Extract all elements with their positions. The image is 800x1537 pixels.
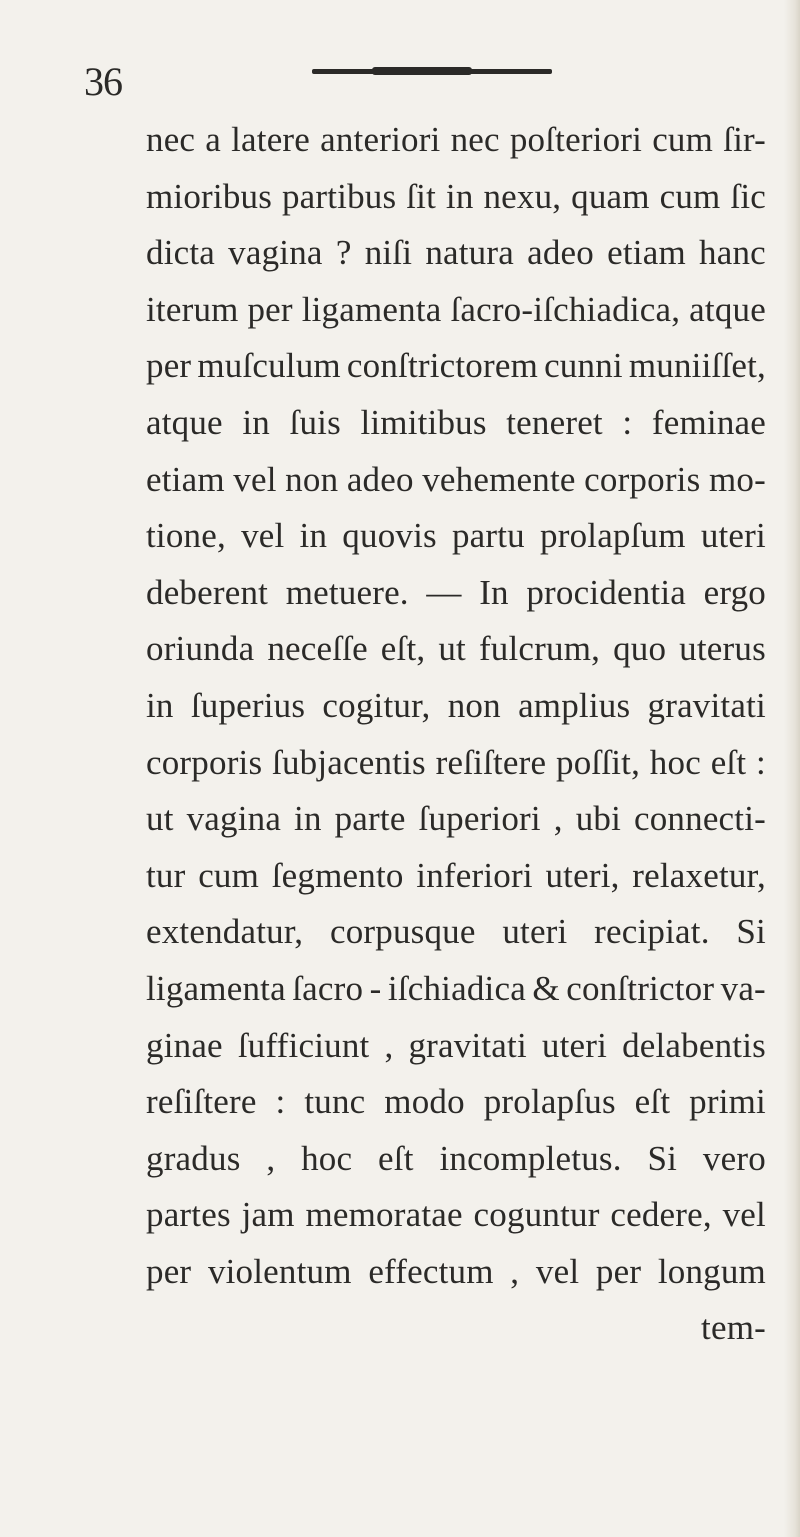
word: violentum <box>207 1251 352 1291</box>
text-line <box>146 1131 766 1188</box>
word: gradus <box>146 1138 241 1178</box>
text-line <box>146 1074 766 1131</box>
word: uteri, <box>545 855 620 895</box>
word: vel <box>233 459 277 499</box>
text-line <box>146 621 766 678</box>
word: ubi <box>575 799 622 839</box>
word: vehemente <box>422 459 576 499</box>
word: eſt <box>634 1082 671 1122</box>
word: partu <box>451 516 525 556</box>
word: reſiſtere <box>146 1082 257 1122</box>
word: cunni <box>544 346 623 386</box>
word: uteri <box>541 1025 608 1065</box>
word: ſuperiori <box>418 799 541 839</box>
text-line <box>146 225 766 282</box>
text-line <box>146 395 766 452</box>
word: longum <box>657 1251 766 1291</box>
word: mioribus <box>146 176 273 216</box>
word: cum <box>198 855 260 895</box>
word: uterus <box>679 629 766 669</box>
word: poſteriori <box>509 120 643 159</box>
text-line <box>146 961 766 1018</box>
text-line <box>146 282 766 339</box>
word: uteri <box>502 912 568 952</box>
word: conſtrictorem <box>346 346 539 386</box>
word: ligamenta <box>301 289 442 329</box>
word: niſi <box>364 233 413 273</box>
word: quam <box>571 176 650 216</box>
word: etiam <box>146 459 225 499</box>
word: non <box>447 685 501 725</box>
text-line <box>146 169 766 226</box>
word: cum <box>652 120 714 159</box>
word: ut <box>146 799 174 839</box>
header-rule <box>312 69 552 74</box>
word: ſit <box>406 176 437 216</box>
word: recipiat. <box>594 912 710 952</box>
word: atque <box>146 402 223 442</box>
body-text <box>146 112 766 1357</box>
word: ſacro <box>292 968 364 1008</box>
word: memoratae <box>305 1195 463 1235</box>
word: mo- <box>708 459 766 499</box>
word: Si <box>647 1138 678 1178</box>
word: vagina <box>228 233 323 273</box>
text-line <box>146 338 766 395</box>
word: ſacro-iſchiadica, <box>450 289 681 329</box>
word: & <box>532 968 560 1008</box>
word: : <box>622 402 633 442</box>
word: prolapſum <box>540 516 686 556</box>
word: modo <box>384 1082 465 1122</box>
word: fulcrum, <box>478 629 601 669</box>
word: relaxetur, <box>632 855 766 895</box>
word: latere <box>231 120 311 159</box>
word: , <box>510 1251 520 1291</box>
word: ſufficiunt <box>237 1025 370 1065</box>
word: hanc <box>699 233 766 273</box>
word: anteriori <box>320 120 441 159</box>
word: in <box>294 799 322 839</box>
word: ut <box>438 629 466 669</box>
text-line <box>146 904 766 961</box>
word: uteri <box>700 516 766 556</box>
word: hoc <box>649 742 701 782</box>
word: vel <box>535 1251 580 1291</box>
word: — <box>426 572 462 612</box>
text-line <box>146 112 766 169</box>
word: muniiſſet, <box>628 346 766 386</box>
word: a <box>205 120 222 159</box>
word: natura <box>425 233 514 273</box>
word: vero <box>702 1138 766 1178</box>
word: feminae <box>651 402 766 442</box>
catchword-line: tem- <box>701 1308 766 1348</box>
word: tunc <box>304 1082 366 1122</box>
word: iſchiadica <box>387 968 526 1008</box>
text-line <box>146 678 766 735</box>
word: iterum <box>146 289 239 329</box>
word: ergo <box>703 572 766 612</box>
word: reſiſtere <box>435 742 547 782</box>
word: ſuis <box>289 402 341 442</box>
word: eſt <box>710 742 747 782</box>
word: incompletus. <box>439 1138 622 1178</box>
word: dicta <box>146 233 216 273</box>
word: eſt, <box>380 629 426 669</box>
word: teneret <box>506 402 603 442</box>
word: ? <box>335 233 352 273</box>
word: ſir- <box>723 120 766 159</box>
word: corporis <box>146 742 263 782</box>
word: in <box>445 176 474 216</box>
word: in <box>242 402 270 442</box>
word: oriunda <box>146 629 255 669</box>
word: : <box>275 1082 286 1122</box>
text-line <box>146 508 766 565</box>
word: deberent <box>146 572 269 612</box>
word: hoc <box>301 1138 353 1178</box>
word: in <box>146 685 174 725</box>
word: va- <box>720 968 766 1008</box>
word: vel <box>722 1195 766 1235</box>
word: primi <box>689 1082 766 1122</box>
word: muſculum <box>197 346 341 386</box>
word: procidentia <box>526 572 686 612</box>
word: ſegmento <box>271 855 404 895</box>
text-line <box>146 1187 766 1244</box>
word: In <box>479 572 509 612</box>
word: cedere, <box>610 1195 712 1235</box>
word: nec <box>146 120 196 159</box>
word: neceſſe <box>267 629 368 669</box>
text-line <box>146 848 766 905</box>
word: prolapſus <box>483 1082 616 1122</box>
word: inferiori <box>416 855 533 895</box>
word: jam <box>241 1195 295 1235</box>
word: connecti- <box>633 799 766 839</box>
word: atque <box>689 289 766 329</box>
word: tur <box>146 855 186 895</box>
word: ſic <box>730 176 766 216</box>
word: quovis <box>342 516 437 556</box>
word: - <box>369 968 382 1008</box>
word: tione, <box>146 516 226 556</box>
word: in <box>299 516 328 556</box>
word: parte <box>334 799 406 839</box>
page-number: 36 <box>84 59 122 104</box>
word: nexu, <box>483 176 562 216</box>
word: adeo <box>527 233 594 273</box>
word: etiam <box>607 233 686 273</box>
word: per <box>595 1251 642 1291</box>
word: gravitati <box>647 685 766 725</box>
word: effectum <box>368 1251 494 1291</box>
word: ſuperius <box>190 685 306 725</box>
word: amplius <box>518 685 631 725</box>
word: corporis <box>584 459 701 499</box>
text-line <box>146 1244 766 1301</box>
text-line <box>146 735 766 792</box>
word: extendatur, <box>146 912 304 952</box>
text-line <box>146 452 766 509</box>
word: ginae <box>146 1025 223 1065</box>
word: vel <box>241 516 285 556</box>
word: gravitati <box>408 1025 527 1065</box>
word: metuere. <box>285 572 409 612</box>
word: per <box>146 346 192 386</box>
word: Si <box>736 912 766 952</box>
word: eſt <box>378 1138 414 1178</box>
word: partibus <box>281 176 397 216</box>
text-line <box>146 1018 766 1075</box>
word: quo <box>613 629 667 669</box>
page-edge-shadow <box>784 0 800 1537</box>
word: cogitur, <box>322 685 431 725</box>
word: delabentis <box>622 1025 766 1065</box>
word: non <box>285 459 339 499</box>
word: , <box>384 1025 394 1065</box>
word: poſſit, <box>556 742 641 782</box>
word: , <box>266 1138 276 1178</box>
word: vagina <box>186 799 282 839</box>
word: ſubjacentis <box>272 742 426 782</box>
word: per <box>247 289 293 329</box>
text-line <box>146 791 766 848</box>
word: corpusque <box>329 912 476 952</box>
word: coguntur <box>473 1195 600 1235</box>
word: ligamenta <box>146 968 286 1008</box>
text-line <box>146 565 766 622</box>
word: conſtrictor <box>566 968 715 1008</box>
word: cum <box>659 176 721 216</box>
word: adeo <box>346 459 414 499</box>
word: limitibus <box>360 402 487 442</box>
word: , <box>553 799 563 839</box>
word: partes <box>146 1195 231 1235</box>
word: per <box>146 1251 192 1291</box>
word: : <box>756 742 766 782</box>
word: nec <box>450 120 500 159</box>
